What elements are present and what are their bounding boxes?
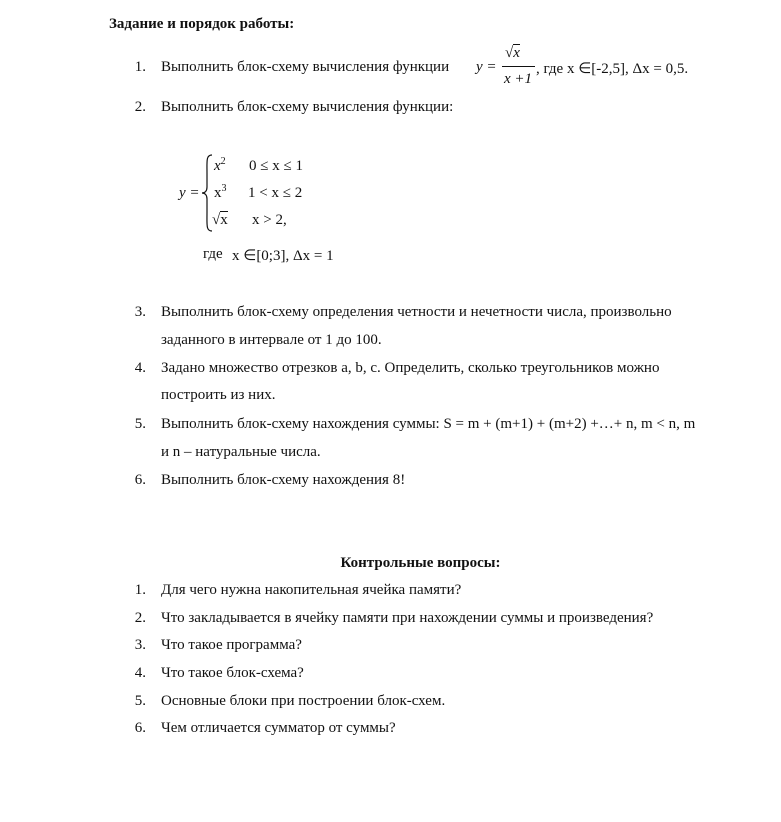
task-item-4-number: 4. — [134, 360, 146, 376]
questions-heading: Контрольные вопросы: — [340, 555, 501, 571]
question-4-number: 4. — [134, 665, 146, 681]
task-item-2-text: Выполнить блок-схему вычисления функции: — [161, 99, 454, 115]
task-item-5-line-2: и n – натуральные числа. — [161, 444, 321, 460]
question-5-text: Основные блоки при построении блок-схем. — [161, 693, 446, 709]
question-2-text: Что закладывается в ячейку памяти при нахождении суммы и произведения? — [161, 610, 654, 626]
formula-1-lhs: y = — [476, 59, 497, 75]
sqrt-icon: √ — [212, 212, 221, 228]
task-item-5-line-1: Выполнить блок-схему нахождения суммы: S = m + (m+1) + (m+2) +…+ n, m < n, m — [161, 416, 696, 432]
task-heading: Задание и порядок работы: — [109, 16, 295, 32]
task-item-2-number: 2. — [134, 99, 146, 115]
question-1-text: Для чего нужна накопительная ячейка памяти? — [161, 582, 462, 598]
task-item-3-line-2: заданного в интервале от 1 до 100. — [161, 332, 382, 348]
domain-expression: x ∈[0;3], Δx = 1 — [232, 248, 334, 264]
formula-1-denominator: x +1 — [504, 71, 533, 87]
case-1-condition: 0 ≤ x ≤ 1 — [249, 158, 303, 174]
question-1-number: 1. — [134, 582, 146, 598]
task-item-6-number: 6. — [134, 472, 146, 488]
task-item-4-line-1: Задано множество отрезков a, b, c. Определить, сколько треугольников можно — [161, 360, 660, 376]
task-item-3-number: 3. — [134, 304, 146, 320]
case-3-condition: x > 2, — [252, 212, 287, 228]
question-2-number: 2. — [134, 610, 146, 626]
case-1-expr: $x^2$ — [214, 156, 226, 174]
task-item-4-line-2: построить из них. — [161, 387, 276, 403]
task-item-5-number: 5. — [134, 416, 146, 432]
task-item-3-line-1: Выполнить блок-схему определения четности и нечетности числа, произвольно — [161, 304, 672, 320]
task-item-1-number: 1. — [134, 59, 146, 75]
formula-1-tail: , где x ∈[-2,5], Δx = 0,5. — [536, 61, 689, 77]
question-3-number: 3. — [134, 637, 146, 653]
formula-1-numerator: √x — [505, 45, 520, 61]
task-item-6-line-1: Выполнить блок-схему нахождения 8! — [161, 472, 406, 488]
case-3-expr: √x — [212, 212, 228, 228]
sqrt-icon: √ — [505, 45, 514, 61]
question-6-number: 6. — [134, 720, 146, 736]
question-6-text: Чем отличается сумматор от суммы? — [161, 720, 396, 736]
piecewise-lhs: y = — [179, 185, 200, 201]
question-4-text: Что такое блок-схема? — [161, 665, 304, 681]
case-2-expr: $x^3$ — [214, 183, 227, 201]
case-2-condition: 1 < x ≤ 2 — [248, 185, 303, 201]
task-item-1-text: Выполнить блок-схему вычисления функции — [161, 59, 450, 75]
question-5-number: 5. — [134, 693, 146, 709]
domain-prefix: где — [203, 246, 223, 262]
question-3-text: Что такое программа? — [161, 637, 302, 653]
formula-1-fraction-bar — [502, 66, 535, 67]
